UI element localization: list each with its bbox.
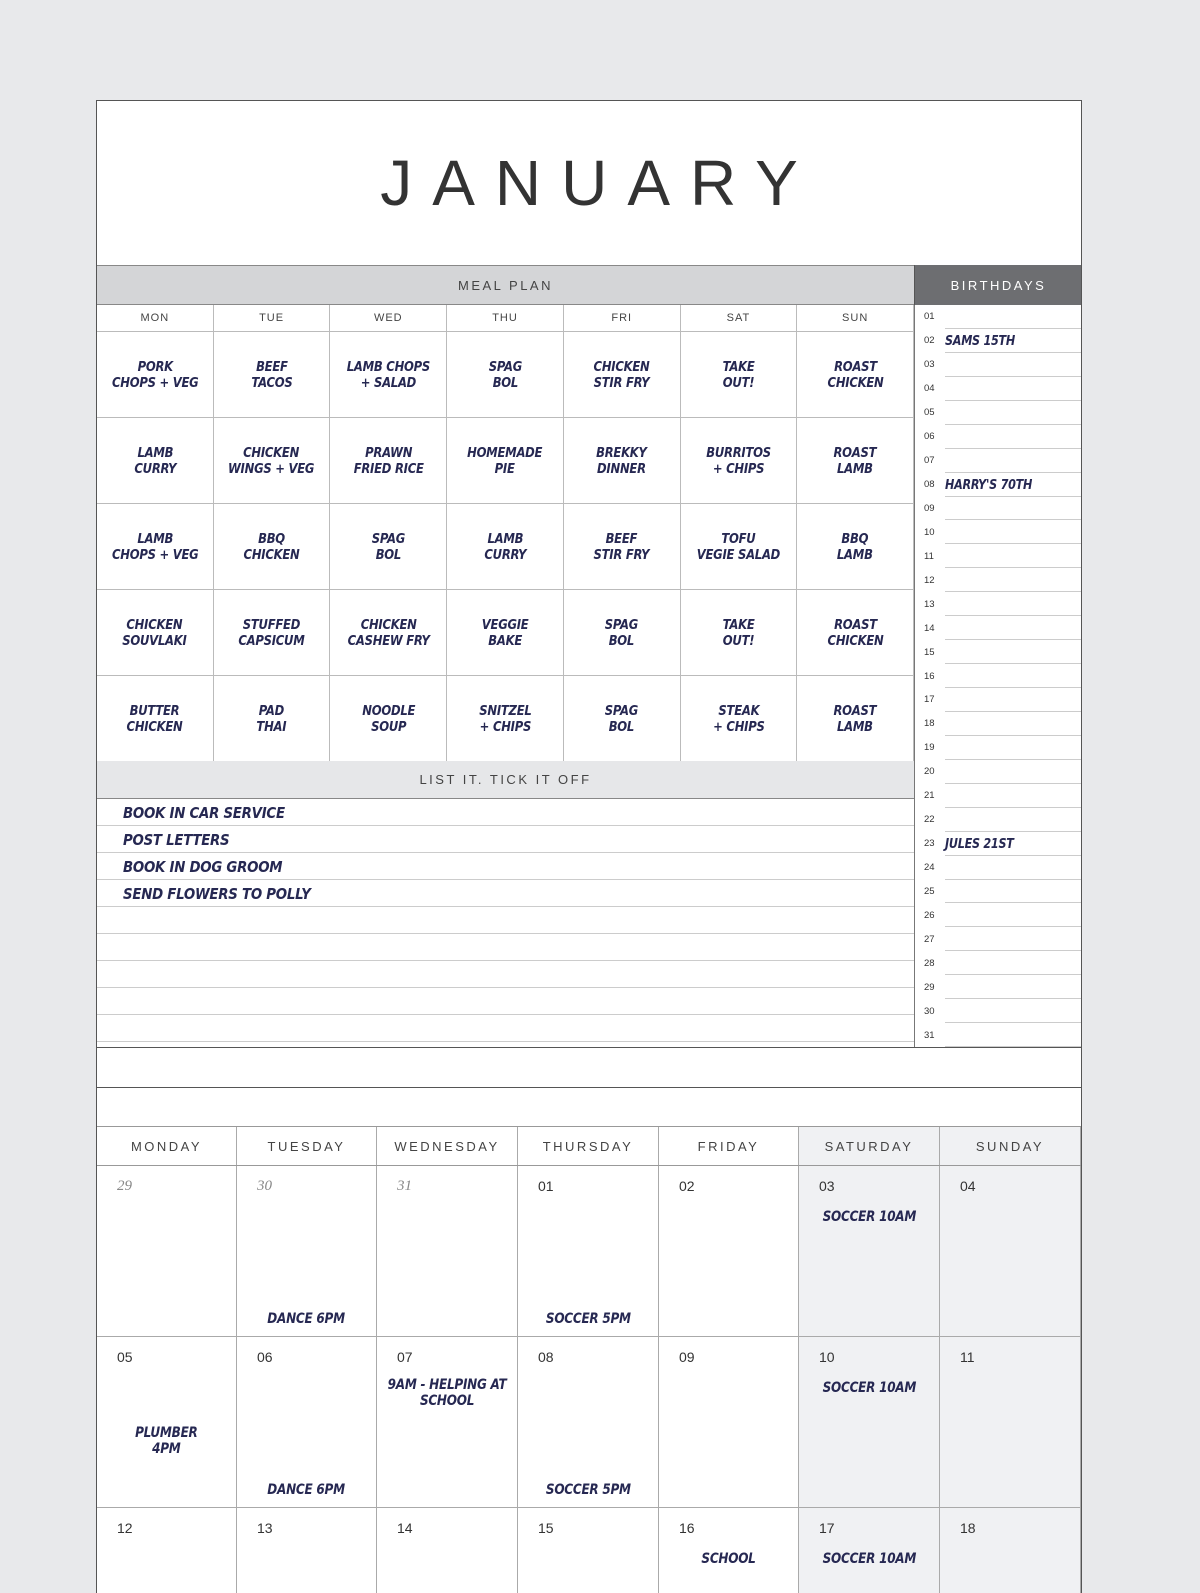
meal-cell [447,418,564,503]
meal-week-row [97,504,914,590]
birthday-day-number: 15 [924,646,935,658]
meal-text: TAKE OUT! [722,358,755,391]
birthday-entry [943,669,945,684]
birthday-row[interactable] [915,999,1082,1023]
meal-day-label: TUE [214,305,331,331]
meal-cell [214,418,331,503]
calendar-day-number: 07 [397,1349,413,1365]
meal-cell [564,332,681,417]
calendar-day-number: 01 [538,1178,554,1194]
divider [97,1047,1081,1048]
meal-text: ROAST CHICKEN [827,616,884,649]
birthday-row[interactable] [915,305,1082,329]
birthday-row[interactable] [915,903,1082,927]
birthday-entry [943,764,945,779]
meal-text: BEEF TACOS [251,358,293,391]
calendar-day-cell[interactable] [518,1337,659,1507]
birthday-day-number: 22 [924,814,935,826]
todo-line[interactable] [97,799,914,826]
calendar-day-cell[interactable] [518,1508,659,1593]
calendar-weekday: MONDAY [97,1127,237,1165]
meal-text: TOFU VEGIE SALAD [696,530,781,563]
calendar-day-number: 11 [960,1349,975,1365]
birthday-day-number: 29 [924,981,935,993]
birthday-row[interactable] [915,568,1082,592]
todo-line[interactable] [97,988,914,1015]
birthday-row[interactable] [915,592,1082,616]
birthday-row[interactable] [915,353,1082,377]
meal-text: BUTTER CHICKEN [126,702,183,735]
calendar-day-cell[interactable] [377,1166,518,1336]
birthday-row[interactable] [915,329,1082,353]
meal-cell [681,418,798,503]
birthdays-header: BIRTHDAYS [914,265,1082,305]
meal-text: HOMEMADE PIE [467,444,543,477]
birthday-row[interactable] [915,616,1082,640]
meal-cell [330,676,447,761]
birthday-entry [943,884,945,899]
calendar-day-number: 14 [397,1520,413,1536]
birthday-row[interactable] [915,808,1082,832]
todo-line[interactable] [97,826,914,853]
meal-cell [797,676,914,761]
calendar-week-row [97,1508,1081,1593]
todo-line[interactable] [97,907,914,934]
calendar-day-cell[interactable] [659,1337,799,1507]
calendar-day-number: 05 [117,1349,133,1365]
birthday-entry [943,956,945,971]
meal-plan-days [97,305,914,332]
birthday-day-number: 03 [924,359,935,371]
todo-list [97,799,914,1042]
calendar-day-number: 10 [819,1349,835,1365]
birthday-row[interactable] [915,832,1082,856]
birthday-day-number: 30 [924,1005,935,1017]
meal-cell [564,418,681,503]
birthday-day-number: 11 [924,550,934,562]
birthday-entry [943,932,945,947]
meal-cell [214,676,331,761]
birthday-row[interactable] [915,688,1082,712]
birthday-row[interactable] [915,640,1082,664]
meal-cell [97,590,214,675]
meal-cell [97,676,214,761]
meal-text: TAKE OUT! [722,616,755,649]
birthday-day-number: 20 [924,766,935,778]
calendar-event [237,1310,376,1327]
meal-cell [681,332,798,417]
meal-week-row [97,676,914,762]
calendar-day-cell[interactable] [940,1337,1081,1507]
birthday-day-number: 27 [924,933,935,945]
meal-text: SNITZEL + CHIPS [478,702,532,735]
meal-text: BBQ CHICKEN [243,530,300,563]
calendar-weekday: FRIDAY [659,1127,799,1165]
calendar-week-row [97,1166,1081,1337]
calendar-day-cell[interactable] [97,1337,237,1507]
todo-item-text: SEND FLOWERS TO POLLY [123,885,311,903]
calendar-day-cell[interactable] [97,1508,237,1593]
meal-day-label: SAT [681,305,798,331]
birthday-entry-text: SAMS 15TH [945,333,1015,349]
meal-text: LAMB CURRY [484,530,526,563]
calendar-day-cell[interactable] [659,1166,799,1336]
calendar-event-text: PLUMBER 4PM [135,1425,198,1457]
calendar-day-cell[interactable] [940,1166,1081,1336]
todo-line[interactable] [97,853,914,880]
calendar-weekday: THURSDAY [518,1127,659,1165]
birthday-row[interactable] [915,449,1082,473]
calendar-event-text: DANCE 6PM [267,1311,346,1327]
meal-day-label: SUN [797,305,914,331]
birthday-day-number: 17 [924,694,935,706]
calendar-day-cell[interactable] [518,1166,659,1336]
meal-day-label: THU [447,305,564,331]
birthday-entry [943,740,945,755]
birthday-row[interactable] [915,927,1082,951]
birthday-entry [943,836,1025,852]
birthdays-list [914,305,1082,1047]
meal-cell [330,418,447,503]
meal-text: PAD THAI [256,702,287,735]
birthday-entry [943,645,945,660]
meal-cell [214,504,331,589]
month-title: JANUARY [380,147,818,219]
birthday-entry [943,477,1046,493]
calendar-day-number: 30 [257,1178,272,1194]
calendar-week-row [97,1337,1081,1508]
birthday-row[interactable] [915,880,1082,904]
birthday-row[interactable] [915,544,1082,568]
birthday-row[interactable] [915,473,1082,497]
birthday-day-number: 01 [924,311,935,323]
meal-cell [447,504,564,589]
meal-text: STEAK + CHIPS [712,702,765,735]
birthday-row[interactable] [915,736,1082,760]
birthday-day-number: 24 [924,862,935,874]
birthday-row[interactable] [915,664,1082,688]
calendar-event-text: SCHOOL [701,1551,756,1567]
calendar-day-number: 29 [117,1178,132,1194]
birthday-entry [943,525,945,540]
meal-week-row [97,590,914,676]
birthday-day-number: 05 [924,407,935,419]
birthday-day-number: 13 [924,598,935,610]
birthday-row[interactable] [915,856,1082,880]
todo-line[interactable] [97,880,914,907]
calendar-weekday: WEDNESDAY [377,1127,518,1165]
meal-text: SPAG BOL [488,358,522,391]
birthday-entry [943,788,945,803]
calendar-event [799,1208,939,1225]
birthday-row[interactable] [915,975,1082,999]
meal-cell [797,332,914,417]
calendar-day-cell[interactable] [799,1166,940,1336]
calendar-day-number: 08 [538,1349,554,1365]
calendar-day-number: 04 [960,1178,976,1194]
birthday-entry [943,573,945,588]
meal-text: LAMB CHOPS + VEG [111,530,199,563]
meal-text: CHICKEN WINGS + VEG [228,444,315,477]
birthday-day-number: 23 [924,838,935,850]
calendar-day-cell[interactable] [237,1337,377,1507]
todo-line[interactable] [97,1015,914,1042]
birthday-entry [943,908,945,923]
meal-text: BEEF STIR FRY [593,530,650,563]
birthday-day-number: 18 [924,718,935,730]
birthday-row[interactable] [915,1023,1082,1047]
birthday-entry [943,333,1026,349]
meal-cell [564,504,681,589]
todo-item-text: POST LETTERS [123,831,230,849]
meal-text: STUFFED CAPSICUM [238,616,305,649]
birthday-entry [943,621,945,636]
birthday-entry [943,692,945,707]
meal-text: NOODLE SOUP [361,702,415,735]
meal-cell [447,332,564,417]
birthday-entry [943,405,945,420]
calendar-day-number: 18 [960,1520,976,1536]
calendar-day-cell[interactable] [237,1166,377,1336]
birthday-day-number: 10 [924,526,935,538]
calendar-weekday: TUESDAY [237,1127,377,1165]
birthday-entry [943,716,945,731]
calendar-day-number: 16 [679,1520,695,1536]
birthday-day-number: 19 [924,742,935,754]
calendar-event-text: SOCCER 10AM [822,1209,916,1225]
calendar-weekday: SUNDAY [940,1127,1081,1165]
calendar-event [518,1310,658,1327]
meal-cell [564,590,681,675]
calendar-day-number: 31 [397,1178,412,1194]
calendar-day-number: 15 [538,1520,554,1536]
birthday-day-number: 08 [924,479,935,491]
birthday-entry [943,501,945,516]
birthday-day-number: 12 [924,574,935,586]
calendar-day-number: 06 [257,1349,273,1365]
birthday-row[interactable] [915,425,1082,449]
birthday-entry [943,860,945,875]
meal-text: BBQ LAMB [837,530,874,563]
calendar-event [237,1481,376,1498]
birthday-day-number: 04 [924,383,935,395]
meal-day-label: MON [97,305,214,331]
calendar-day-cell[interactable] [377,1337,518,1507]
birthday-day-number: 26 [924,909,935,921]
meal-week-row [97,418,914,504]
meal-text: PORK CHOPS + VEG [111,358,199,391]
calendar-event [377,1377,517,1409]
birthday-entry [943,357,945,372]
birthday-row[interactable] [915,760,1082,784]
birthday-entry [943,381,945,396]
meal-text: CHICKEN SOUVLAKI [122,616,188,649]
calendar-day-cell[interactable] [799,1337,940,1507]
calendar-day-number: 17 [819,1520,835,1536]
birthday-day-number: 14 [924,622,935,634]
birthday-entry [943,812,945,827]
birthday-day-number: 28 [924,957,935,969]
birthday-day-number: 25 [924,885,935,897]
meal-cell [797,418,914,503]
meal-text: LAMB CURRY [133,444,176,477]
birthday-entry [943,549,945,564]
birthday-entry [943,309,945,324]
birthday-day-number: 02 [924,335,935,347]
calendar-weekdays [97,1126,1081,1166]
birthday-day-number: 31 [924,1029,935,1041]
meal-text: CHICKEN CASHEW FRY [347,616,430,649]
calendar-event-text: SOCCER 5PM [545,1311,631,1327]
meal-text: ROAST LAMB [833,702,877,735]
birthday-entry [943,1004,945,1019]
calendar-event [518,1481,658,1498]
calendar-day-number: 09 [679,1349,695,1365]
calendar-day-number: 12 [117,1520,133,1536]
meal-text: SPAG BOL [605,702,639,735]
meal-cell [681,504,798,589]
calendar-day-cell[interactable] [659,1508,799,1593]
meal-text: SPAG BOL [605,616,639,649]
birthday-entry-text: JULES 21ST [945,836,1014,852]
todo-item-text: BOOK IN DOG GROOM [123,858,283,876]
meal-cell [681,676,798,761]
todo-header: LIST IT. TICK IT OFF [97,761,914,799]
birthday-entry [943,453,945,468]
meal-text: BURRITOS + CHIPS [706,444,771,477]
todo-line[interactable] [97,961,914,988]
meal-text: BREKKY DINNER [596,444,648,477]
calendar-weekday: SATURDAY [799,1127,940,1165]
calendar-day-cell[interactable] [237,1508,377,1593]
calendar-event [97,1425,236,1457]
meal-cell [330,332,447,417]
calendar-day-number: 02 [679,1178,695,1194]
todo-line[interactable] [97,934,914,961]
meal-cell [330,504,447,589]
calendar-day-number: 13 [257,1520,273,1536]
birthday-day-number: 16 [924,670,935,682]
meal-cell [447,676,564,761]
calendar-event-text: 9AM - HELPING AT SCHOOL [387,1377,507,1409]
meal-text: CHICKEN STIR FRY [593,358,650,391]
meal-cell [330,590,447,675]
birthday-day-number: 06 [924,431,935,443]
calendar-event [659,1550,798,1567]
calendar-day-number: 03 [819,1178,835,1194]
calendar-event [799,1550,939,1567]
meal-text: LAMB CHOPS + SALAD [346,358,430,391]
meal-plan-header: MEAL PLAN [97,265,914,305]
calendar-event-text: SOCCER 10AM [822,1380,916,1396]
meal-plan-grid [97,332,914,762]
meal-cell [681,590,798,675]
meal-text: VEGGIE BAKE [481,616,529,649]
meal-cell [797,504,914,589]
calendar-day-cell[interactable] [377,1508,518,1593]
calendar-event-text: DANCE 6PM [267,1482,346,1498]
meal-text: PRAWN FRIED RICE [353,444,424,477]
calendar-event [799,1379,939,1396]
meal-week-row [97,332,914,418]
birthday-entry [943,1028,945,1043]
birthday-entry [943,429,945,444]
birthday-row[interactable] [915,497,1082,521]
meal-cell [564,676,681,761]
birthday-day-number: 09 [924,502,935,514]
birthday-day-number: 21 [924,790,935,802]
meal-text: ROAST CHICKEN [827,358,884,391]
meal-text: SPAG BOL [371,530,405,563]
todo-item-text: BOOK IN CAR SERVICE [123,804,285,822]
birthday-row[interactable] [915,784,1082,808]
divider [97,1087,1081,1088]
meal-text: ROAST LAMB [833,444,877,477]
meal-cell [797,590,914,675]
meal-cell [447,590,564,675]
calendar-day-cell[interactable] [799,1508,940,1593]
meal-cell [97,418,214,503]
birthday-row[interactable] [915,951,1082,975]
birthday-row[interactable] [915,520,1082,544]
meal-cell [214,590,331,675]
planner-sheet [96,100,1082,1593]
meal-day-label: WED [330,305,447,331]
calendar-day-cell[interactable] [97,1166,237,1336]
birthday-row[interactable] [915,377,1082,401]
calendar-event-text: SOCCER 5PM [545,1482,631,1498]
meal-cell [214,332,331,417]
meal-day-label: FRI [564,305,681,331]
birthday-row[interactable] [915,712,1082,736]
meal-cell [97,504,214,589]
calendar-event-text: SOCCER 10AM [822,1551,916,1567]
birthday-day-number: 07 [924,455,935,467]
birthday-entry-text: HARRY'S 70TH [945,477,1033,493]
calendar-grid [97,1166,1081,1593]
meal-cell [97,332,214,417]
birthday-row[interactable] [915,401,1082,425]
birthday-entry [943,597,945,612]
calendar-day-cell[interactable] [940,1508,1081,1593]
birthday-entry [943,980,945,995]
